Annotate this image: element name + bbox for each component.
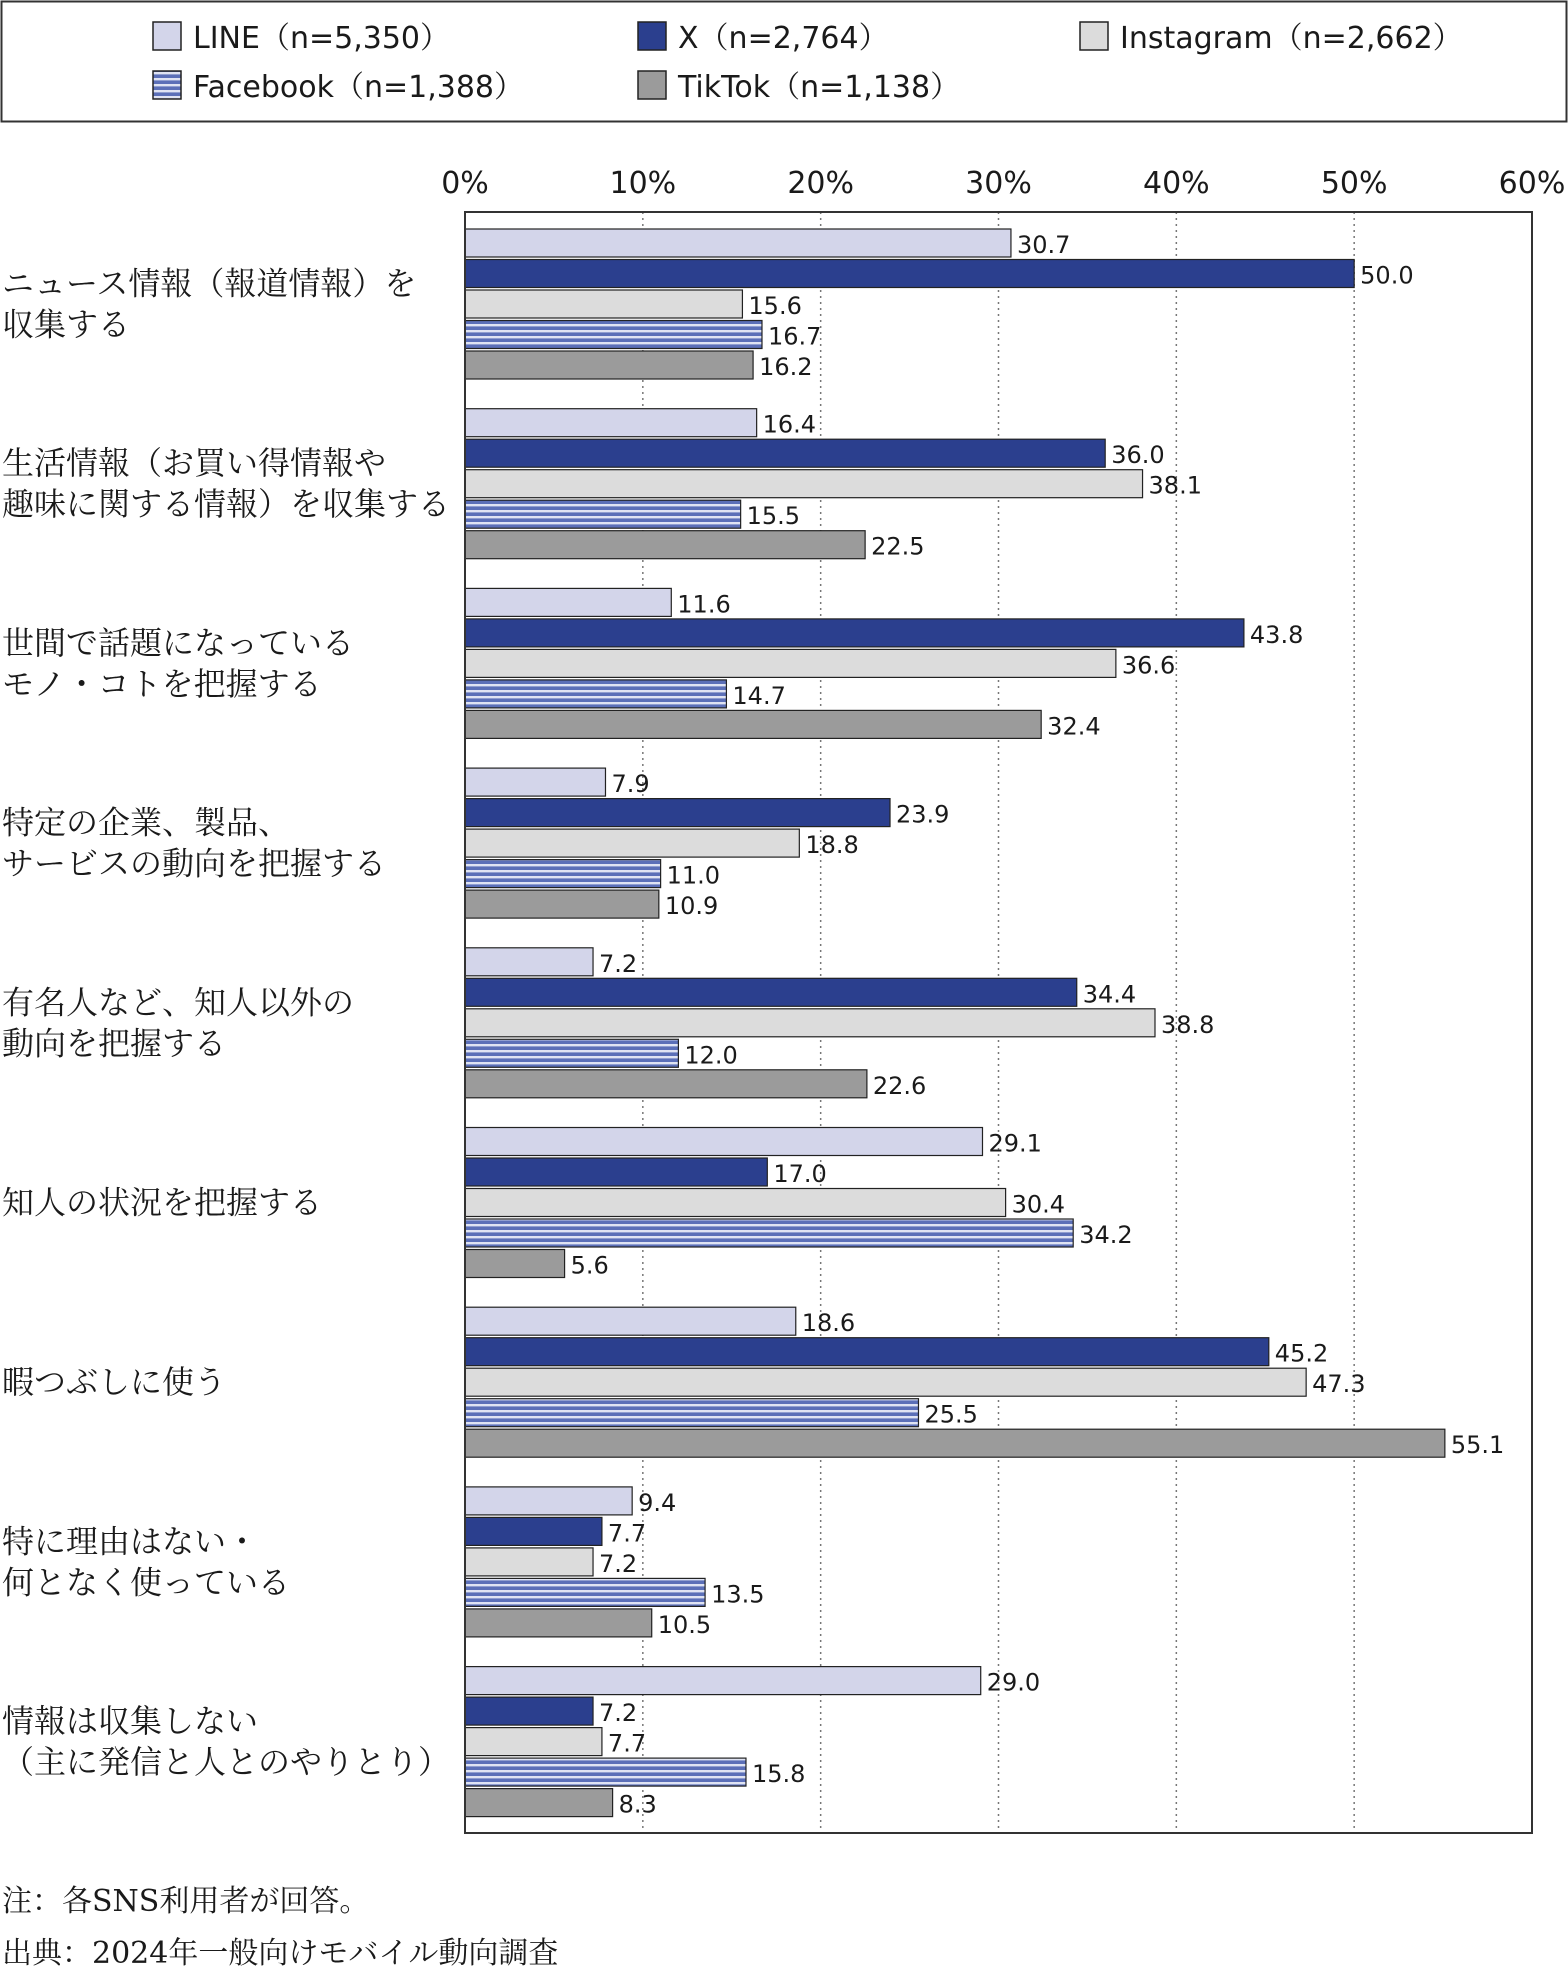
category-label-line: 情報は収集しない (2, 1702, 259, 1741)
bar-value-label: 30.4 (1011, 1190, 1066, 1219)
bar-value-label: 15.6 (748, 292, 802, 320)
category-label-line: 動向を把握する (2, 1024, 227, 1063)
bar (465, 768, 605, 796)
legend-swatch (638, 22, 666, 50)
bar-value-label: 16.4 (762, 410, 817, 439)
bar (465, 500, 741, 528)
bar (465, 1728, 602, 1756)
category-label (2, 1363, 226, 1401)
bar-value-label: 11.0 (666, 861, 721, 890)
bar-value-label: 34.2 (1079, 1221, 1133, 1249)
legend-label: Instagram（n=2,662） (1120, 21, 1463, 56)
bar-value-label: 7.2 (599, 1549, 638, 1578)
bar (465, 1578, 705, 1606)
bar (465, 1758, 746, 1786)
bar (465, 439, 1105, 467)
bar (465, 1487, 632, 1515)
bar (465, 1189, 1006, 1217)
bar-value-label: 17.0 (773, 1160, 827, 1188)
bar-value-label: 7.7 (607, 1729, 647, 1758)
bar (465, 680, 726, 708)
category-label-line: 収集する (2, 305, 131, 344)
bar-value-label: 7.7 (607, 1519, 647, 1548)
x-tick-label: 20% (787, 166, 855, 201)
category-label-line: 生活情報（お買い得情報や (2, 444, 387, 483)
category-label-line: （主に発信と人とのやりとり） (2, 1743, 451, 1782)
x-tick-label: 40% (1142, 166, 1210, 201)
legend-label: X（n=2,764） (678, 21, 889, 56)
bar (465, 1667, 981, 1695)
bar (465, 1219, 1073, 1247)
bar (465, 1368, 1306, 1396)
bar (465, 1429, 1445, 1457)
bar-value-label: 7.2 (599, 949, 638, 978)
category-label-line: 趣味に関する情報）を収集する (2, 485, 451, 524)
bar (465, 1070, 867, 1098)
bar (465, 619, 1244, 647)
x-axis-ticks (441, 166, 1565, 201)
bar (465, 948, 593, 976)
bar-value-label: 32.4 (1047, 712, 1101, 741)
bar (465, 1009, 1155, 1037)
bar (465, 1250, 565, 1278)
bar (465, 1399, 918, 1427)
bar-value-label: 38.8 (1160, 1010, 1215, 1039)
legend-swatch (153, 22, 181, 50)
legend-item (1080, 21, 1463, 56)
bar-value-label: 9.4 (638, 1488, 677, 1517)
x-tick-label: 50% (1320, 166, 1388, 201)
bar-value-label: 18.6 (801, 1309, 856, 1338)
category-label-line: 世間で話題になっている (2, 623, 355, 662)
bar-value-label: 10.9 (664, 892, 719, 921)
bar-value-label: 47.3 (1312, 1370, 1366, 1399)
category-label (2, 265, 416, 344)
bar-value-label: 22.6 (872, 1071, 927, 1100)
chart-note: 注：各SNS利用者が回答。 (2, 1884, 370, 1919)
bar (465, 1307, 796, 1335)
bar (465, 531, 865, 559)
bar (465, 351, 753, 379)
bar-value-label: 23.9 (896, 800, 950, 829)
category-label-line: 何となく使っている (2, 1563, 291, 1602)
bar (465, 229, 1011, 257)
legend-item (153, 21, 450, 56)
category-label (2, 1522, 290, 1601)
bar (465, 890, 659, 918)
legend-label: Facebook（n=1,388） (193, 70, 524, 105)
bar (465, 860, 661, 888)
bars (465, 229, 1445, 1817)
bar-value-label: 13.5 (711, 1580, 765, 1609)
bar-value-label: 16.7 (767, 322, 822, 351)
bar-value-label: 55.1 (1450, 1431, 1505, 1460)
bar (465, 1158, 767, 1186)
bar-value-label: 7.2 (599, 1699, 638, 1728)
bar (465, 649, 1116, 677)
bar (465, 1338, 1269, 1366)
bar (465, 1789, 613, 1817)
legend-swatch (1080, 22, 1108, 50)
category-label-line: モノ・コトを把握する (2, 664, 322, 703)
category-label (2, 1702, 450, 1781)
bar (465, 829, 799, 857)
bar (465, 588, 671, 616)
chart-source: 出典：2024年一般向けモバイル動向調査 (2, 1936, 559, 1971)
x-tick-label: 0% (441, 166, 489, 201)
legend-label: TikTok（n=1,138） (678, 70, 961, 105)
x-tick-label: 10% (609, 166, 677, 201)
x-tick-label: 30% (965, 166, 1032, 201)
bar-value-label: 7.9 (611, 770, 650, 799)
category-labels (2, 265, 450, 1782)
legend-label: LINE（n=5,350） (193, 21, 450, 56)
category-label (2, 624, 354, 703)
legend-swatch (638, 71, 666, 99)
bar-value-label: 8.3 (618, 1790, 657, 1819)
category-label-line: 特に理由はない・ (2, 1522, 259, 1561)
category-label-line: ニュース情報（報道情報）を (2, 264, 417, 303)
category-label-line: サービスの動向を把握する (2, 844, 387, 883)
x-tick-label: 60% (1498, 166, 1566, 201)
bar-value-label: 10.5 (657, 1610, 712, 1639)
bar-value-label: 18.8 (805, 831, 859, 860)
bar (465, 1609, 652, 1637)
bar (465, 1128, 982, 1156)
category-label (2, 1184, 322, 1222)
category-label-line: 有名人など、知人以外の (2, 983, 355, 1022)
bar-value-label: 16.2 (759, 353, 813, 381)
bar-value-label: 34.4 (1082, 980, 1137, 1009)
bar-value-label: 14.7 (732, 681, 786, 710)
bar-value-label: 15.5 (746, 502, 801, 531)
bar-value-label: 12.0 (684, 1041, 738, 1070)
legend (2, 2, 1567, 122)
bar-value-label: 50.0 (1360, 261, 1414, 290)
category-label (2, 444, 450, 523)
bar (465, 321, 762, 349)
bar (465, 1039, 678, 1067)
bar-value-label: 36.0 (1111, 441, 1165, 470)
bar (465, 470, 1143, 498)
bar-value-label: 29.0 (986, 1668, 1041, 1697)
bar (465, 290, 742, 318)
bar-value-label: 30.7 (1016, 231, 1071, 259)
bar (465, 1548, 593, 1576)
legend-swatch (153, 71, 181, 99)
bar-value-label: 11.6 (677, 590, 731, 619)
category-label-line: 暇つぶしに使う (2, 1363, 227, 1402)
bar (465, 260, 1354, 288)
bar (465, 1697, 593, 1725)
category-label (2, 983, 354, 1062)
bar-value-label: 29.1 (988, 1129, 1042, 1158)
bar-value-label: 45.2 (1274, 1339, 1329, 1368)
bar-value-label: 22.5 (871, 532, 925, 561)
legend-item (638, 70, 960, 105)
bar-value-label: 5.6 (570, 1251, 609, 1280)
bar-value-label: 36.6 (1121, 651, 1176, 680)
bar-value-label: 38.1 (1148, 471, 1202, 500)
category-label (2, 804, 386, 883)
bar (465, 799, 890, 827)
category-label-line: 知人の状況を把握する (2, 1183, 323, 1222)
bar (465, 1517, 602, 1545)
bar-value-label: 15.8 (751, 1760, 806, 1789)
legend-item (153, 70, 524, 105)
bar (465, 409, 757, 437)
bar (465, 978, 1077, 1006)
bar (465, 710, 1041, 738)
bar-value-label: 25.5 (924, 1400, 978, 1429)
bar-value-label: 43.8 (1249, 620, 1304, 649)
category-label-line: 特定の企業、製品、 (2, 803, 291, 842)
